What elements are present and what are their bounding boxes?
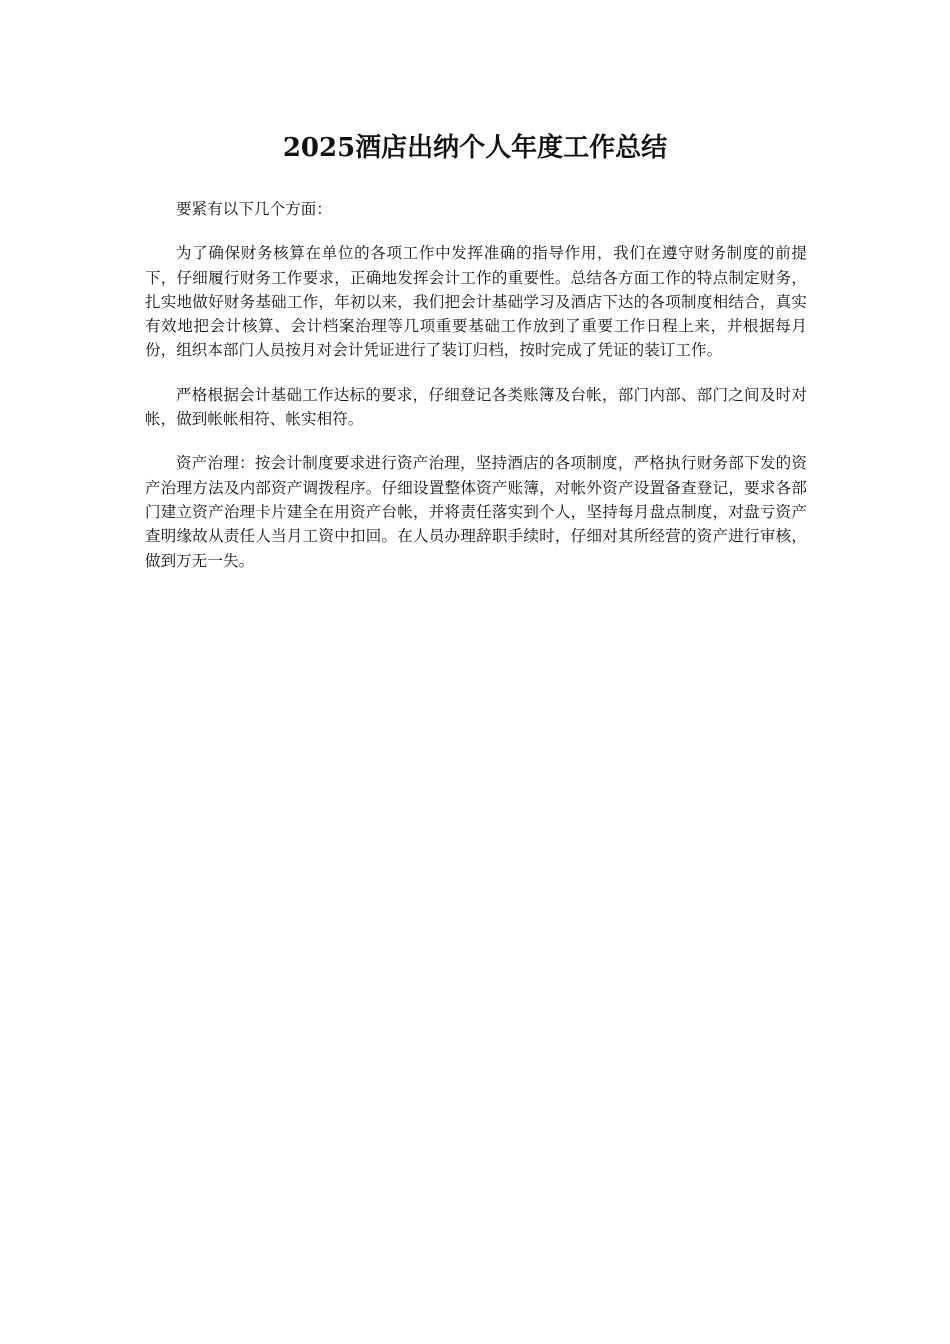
paragraph-intro: 要紧有以下几个方面： bbox=[176, 200, 333, 218]
document-body bbox=[145, 197, 807, 593]
document-title: 2025酒店出纳个人年度工作总结 bbox=[282, 133, 668, 163]
paragraph-asset-management: 资产治理：按会计制度要求进行资产治理，坚持酒店的各项制度，严格执行财务部下发的资产治理方法及内部资产调拨程序。仔细设置整体资产账簿，对帐外资产设置备查登记，要求各部门建立资产治理卡片建全在用资产台帐，并将责任落实到个人，坚持每月盘点制度，对盘亏资产查明缘故从责任人当月工资中扣回。在人员办理辞职手续时，仔细对其所经营的资产进行审核，做到万无一失。 bbox=[145, 454, 807, 570]
paragraph-ledger-reconciliation: 严格根据会计基础工作达标的要求，仔细登记各类账簿及台帐，部门内部、部门之间及时对帐，做到帐帐相符、帐实相符。 bbox=[145, 385, 807, 429]
paragraph-accounting-basics: 为了确保财务核算在单位的各项工作中发挥准确的指导作用，我们在遵守财务制度的前提下，仔细履行财务工作要求，正确地发挥会计工作的重要性。总结各方面工作的特点制定财务，扎实地做好财务基础工作，年初以来，我们把会计基础学习及酒店下达的各项制度相结合，真实有效地把会计核算、会计档案治理等几项重要基础工作放到了重要工作日程上来，并根据每月份，组织本部门人员按月对会计凭证进行了装订归档，按时完成了凭证的装订工作。 bbox=[145, 244, 807, 360]
